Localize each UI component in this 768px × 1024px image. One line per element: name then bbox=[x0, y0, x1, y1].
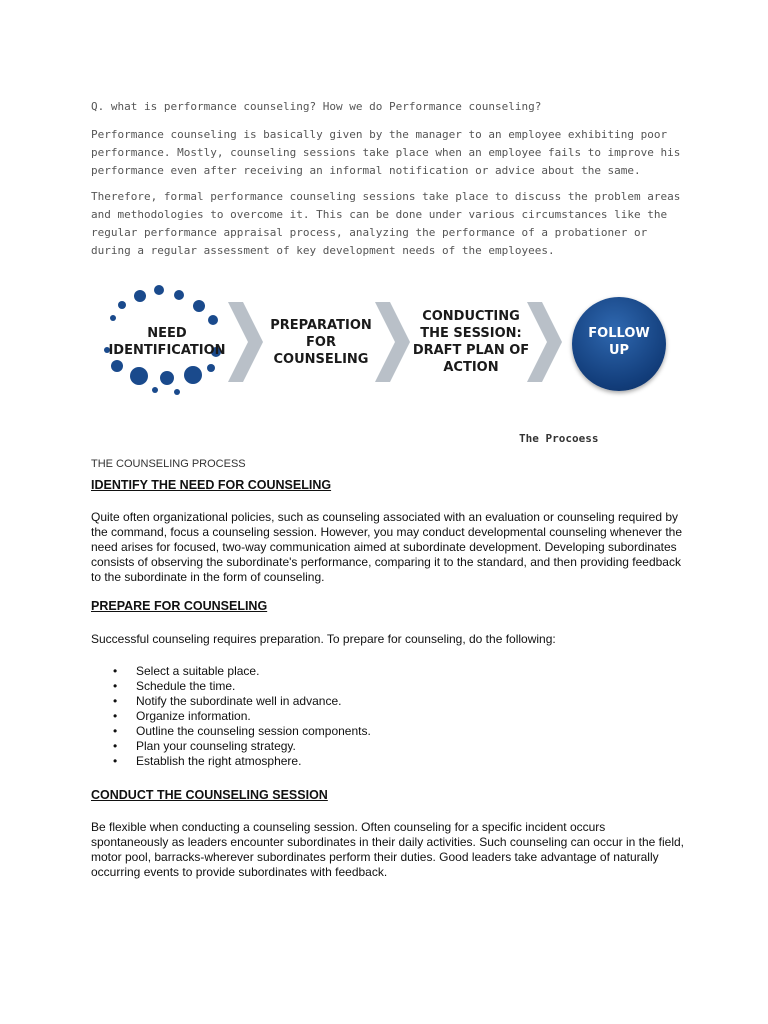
paragraph-conduct-session: Be flexible when conducting a counseling session. Often counseling for a specific incident occurs spontaneously as leaders encounter subordinates in their daily activities. Such counseling can occur in the field, motor pool, barracks-wherever subordinates perform their duties. Good leaders take advantage of naturally occurring events to provide subordinates with feedback. bbox=[91, 820, 685, 879]
step-label-line: ACTION bbox=[443, 360, 499, 375]
dot bbox=[111, 360, 123, 372]
step-label-line: IDENTIFICATION bbox=[108, 343, 226, 358]
dot bbox=[152, 387, 158, 393]
counseling-process-diagram bbox=[95, 280, 675, 400]
dot bbox=[134, 290, 146, 302]
step-conducting-session bbox=[410, 308, 532, 376]
step-label-line: PREPARATION bbox=[270, 318, 372, 333]
step-preparation bbox=[260, 317, 382, 368]
step-need-identification bbox=[105, 325, 229, 359]
chevron-arrow-3 bbox=[527, 302, 562, 382]
step-label-line: COUNSELING bbox=[273, 352, 369, 367]
dot bbox=[118, 301, 126, 309]
dot bbox=[174, 290, 184, 300]
question-text: Q. what is performance counseling? How we do Performance counseling? bbox=[91, 100, 542, 113]
list-item: • Outline the counseling session components. bbox=[113, 724, 371, 739]
heading-prepare: PREPARE FOR COUNSELING bbox=[91, 599, 268, 613]
list-item: • Schedule the time. bbox=[113, 679, 371, 694]
dot bbox=[110, 315, 116, 321]
step-label-line: NEED bbox=[147, 326, 187, 341]
paragraph-prepare: Successful counseling requires preparation. To prepare for counseling, do the following: bbox=[91, 632, 556, 646]
dot bbox=[130, 367, 148, 385]
preparation-checklist bbox=[113, 664, 371, 769]
dot bbox=[160, 371, 174, 385]
step-label-line: FOR bbox=[306, 335, 336, 350]
dot bbox=[207, 364, 215, 372]
dot bbox=[208, 315, 218, 325]
dot bbox=[174, 389, 180, 395]
heading-identify-need: IDENTIFY THE NEED FOR COUNSELING bbox=[91, 478, 332, 492]
list-item: • Organize information. bbox=[113, 709, 371, 724]
dot bbox=[193, 300, 205, 312]
step-label-line: FOLLOW bbox=[588, 326, 650, 341]
heading-conduct-session: CONDUCT THE COUNSELING SESSION bbox=[91, 788, 328, 802]
intro-paragraph-1: Performance counseling is basically given by the manager to an employee exhibiting poor performance. Mostly, counseling sessions take place when an employee fails to improve his performance even after receiving an informal notification or advice about the same. bbox=[91, 128, 681, 177]
step-follow-up bbox=[572, 325, 666, 359]
step-label-line: THE SESSION: bbox=[420, 326, 522, 341]
diagram-caption: The Procoess bbox=[519, 432, 599, 445]
dot bbox=[154, 285, 164, 295]
list-item: • Notify the subordinate well in advance. bbox=[113, 694, 371, 709]
list-item: • Select a suitable place. bbox=[113, 664, 371, 679]
chevron-arrow-1 bbox=[228, 302, 263, 382]
paragraph-identify-need: Quite often organizational policies, such as counseling associated with an evaluation or counseling required by the command, focus a counseling session. However, you may conduct developmental counseling whenever the need arises for focused, two-way communication aimed at subordinate development. Developing subordinates consists of observing the subordinate's performance, comparing it to the standard, and then providing feedback to the subordinate in the form of counseling. bbox=[91, 510, 683, 584]
step-label-line: DRAFT PLAN OF bbox=[412, 343, 530, 358]
intro-paragraph-2: Therefore, formal performance counseling sessions take place to discuss the problem areas and methodologies to overcome it. This can be done under various circumstances like the regular performance appraisal process, analyzing the performance of a probationer or during a regular assessment of key development needs of the employees. bbox=[91, 190, 681, 257]
list-item: • Establish the right atmosphere. bbox=[113, 754, 371, 769]
step-label-line: UP bbox=[608, 343, 630, 358]
list-item: • Plan your counseling strategy. bbox=[113, 739, 371, 754]
dot bbox=[184, 366, 202, 384]
step-label-line: CONDUCTING bbox=[422, 309, 520, 324]
section-label: THE COUNSELING PROCESS bbox=[91, 458, 246, 470]
